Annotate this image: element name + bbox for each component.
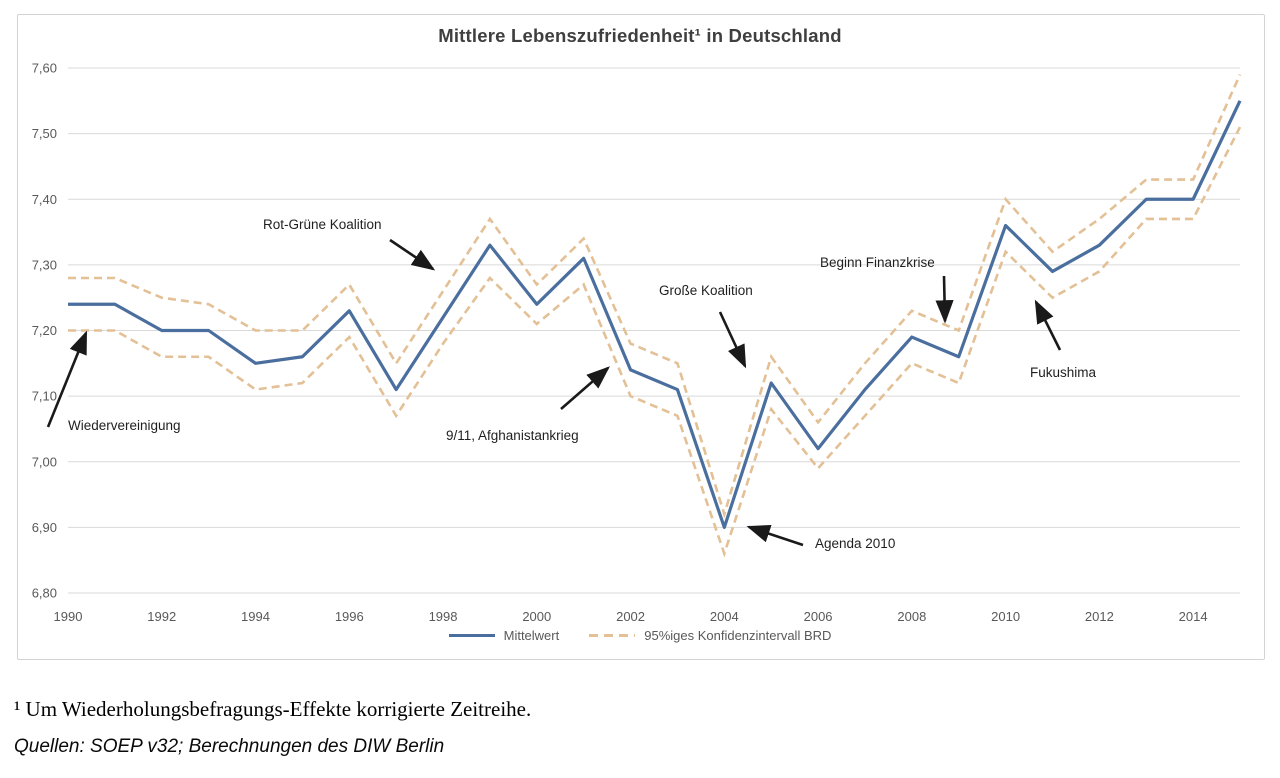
legend-item-mittelwert bbox=[449, 628, 560, 643]
y-tick-label: 7,30 bbox=[31, 257, 57, 273]
x-tick-label: 1994 bbox=[241, 609, 270, 624]
x-tick-label: 2010 bbox=[991, 609, 1021, 624]
legend-item-konfidenzintervall bbox=[589, 628, 831, 643]
mean-line bbox=[68, 101, 1240, 528]
y-tick-label: 7,10 bbox=[31, 388, 57, 404]
annotation-rot-gr-ne-koalition: Rot-Grüne Koalition bbox=[263, 217, 382, 232]
x-tick-label: 2006 bbox=[803, 609, 833, 624]
chart-legend bbox=[0, 628, 1280, 643]
annotation-gro-e-koalition: Große Koalition bbox=[659, 283, 753, 298]
dashed-line-icon bbox=[589, 634, 635, 637]
y-tick-label: 7,40 bbox=[31, 191, 57, 207]
annotation-arrow bbox=[1036, 302, 1060, 350]
annotation-agenda-2010: Agenda 2010 bbox=[815, 536, 896, 551]
annotation-beginn-finanzkrise: Beginn Finanzkrise bbox=[820, 255, 935, 270]
band-lower-line bbox=[68, 127, 1240, 554]
x-tick-label: 2008 bbox=[897, 609, 927, 624]
x-tick-label: 2014 bbox=[1178, 609, 1208, 624]
x-tick-label: 1992 bbox=[147, 609, 177, 624]
x-tick-label: 1998 bbox=[428, 609, 458, 624]
annotation-fukushima: Fukushima bbox=[1030, 365, 1097, 380]
x-tick-label: 2004 bbox=[709, 609, 739, 624]
y-tick-label: 7,00 bbox=[31, 454, 57, 470]
x-tick-label: 2000 bbox=[522, 609, 552, 624]
x-tick-label: 2012 bbox=[1084, 609, 1114, 624]
x-tick-label: 1990 bbox=[53, 609, 83, 624]
solid-line-icon bbox=[449, 634, 495, 637]
y-tick-label: 6,80 bbox=[31, 585, 57, 601]
annotation-arrow bbox=[48, 333, 86, 427]
chart-title: Mittlere Lebenszufriedenheit¹ in Deutschland bbox=[438, 25, 842, 46]
annotation-wiedervereinigung: Wiedervereinigung bbox=[68, 418, 181, 433]
y-tick-label: 7,20 bbox=[31, 323, 57, 338]
y-tick-label: 7,60 bbox=[31, 60, 57, 76]
x-tick-label: 2002 bbox=[616, 609, 646, 624]
annotation-arrow bbox=[944, 276, 945, 321]
annotation-9-11-afghanistankrieg: 9/11, Afghanistankrieg bbox=[446, 428, 579, 443]
annotation-arrow bbox=[561, 368, 608, 409]
y-tick-label: 6,90 bbox=[31, 519, 57, 535]
annotation-arrow bbox=[720, 312, 745, 366]
band-upper-line bbox=[68, 75, 1240, 515]
x-tick-label: 1996 bbox=[334, 609, 364, 624]
annotation-arrow bbox=[749, 527, 803, 545]
source-line: Quellen: SOEP v32; Berechnungen des DIW Berlin bbox=[14, 736, 445, 757]
legend-label-mittelwert: Mittelwert bbox=[503, 628, 560, 643]
y-tick-label: 7,50 bbox=[31, 126, 57, 142]
legend-label-konfidenzintervall: 95%iges Konfidenzintervall BRD bbox=[644, 628, 832, 643]
footnote: ¹ Um Wiederholungsbefragungs-Effekte korrigierte Zeitreihe. bbox=[14, 697, 532, 721]
